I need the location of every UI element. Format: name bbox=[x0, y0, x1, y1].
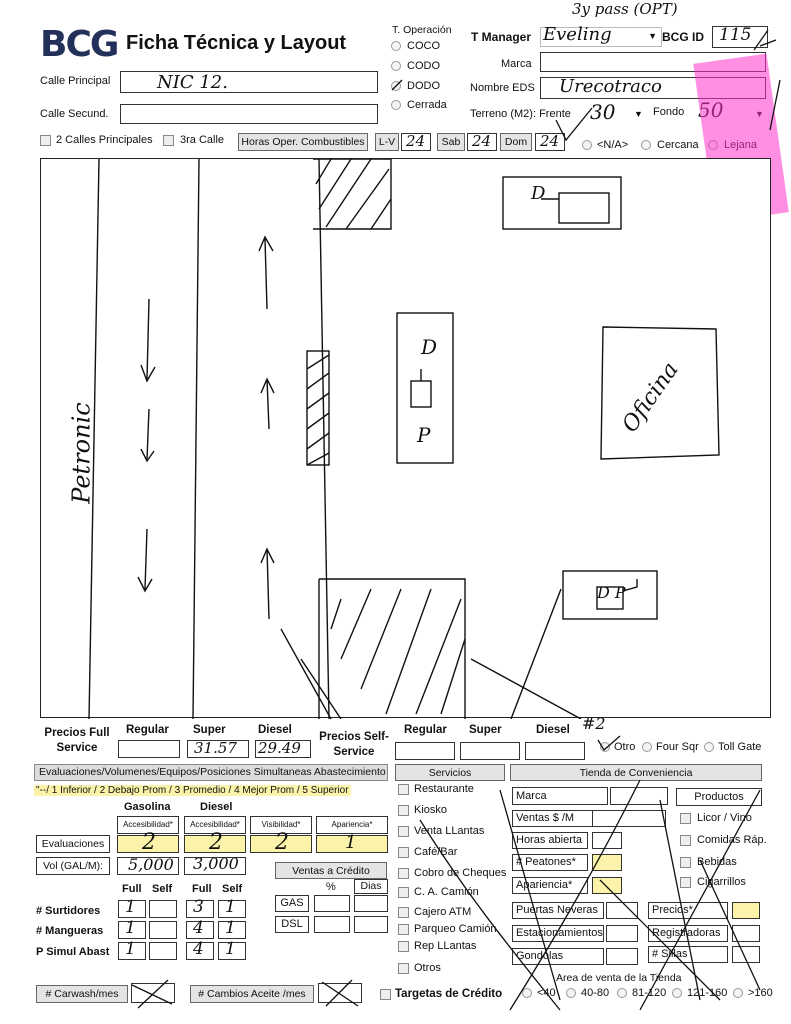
sab-label: Sab bbox=[437, 133, 465, 151]
sab-input[interactable] bbox=[467, 133, 497, 151]
lv-input[interactable] bbox=[401, 133, 431, 151]
area-radio-2[interactable] bbox=[566, 988, 576, 998]
tienda-field-5-input[interactable] bbox=[606, 902, 638, 919]
servicio-check-8[interactable] bbox=[398, 924, 409, 935]
dodo-label: DODO bbox=[407, 80, 440, 92]
self-service-label: Precios Self-Service bbox=[319, 731, 389, 758]
evaluaciones-band: Evaluaciones/Volumenes/Equipos/Posiciones Simultaneas Abastecimiento bbox=[34, 764, 388, 781]
dsl-pct-input[interactable] bbox=[314, 916, 350, 933]
tienda-field-7-input[interactable] bbox=[606, 948, 638, 965]
vol-diesel-value: 3,000 bbox=[193, 854, 239, 873]
area-radio-4[interactable] bbox=[672, 988, 682, 998]
operacion-label: T. Operación bbox=[392, 24, 452, 36]
producto-label-1: Licor / Vino bbox=[697, 812, 752, 824]
eval-value-4-text: 1 bbox=[345, 832, 357, 853]
t-manager-value: Eveling bbox=[543, 24, 612, 45]
tienda-field-2: Horas abierta bbox=[512, 832, 588, 849]
terreno-label: Terreno (M2): Frente bbox=[470, 108, 571, 120]
page-title: Ficha Técnica y Layout bbox=[126, 32, 347, 54]
nombre-eds-label: Nombre EDS bbox=[470, 82, 535, 94]
eval-value-1-text: 2 bbox=[142, 830, 156, 855]
calle-principal-label: Calle Principal bbox=[40, 75, 111, 87]
mangueras-full-gas[interactable] bbox=[118, 918, 146, 939]
servicio-check-7[interactable] bbox=[398, 907, 409, 918]
servicio-label-9: Rep LLantas bbox=[414, 940, 477, 952]
cercana-label: Cercana bbox=[657, 139, 699, 151]
cerrada-radio[interactable] bbox=[391, 100, 401, 110]
producto-check-3[interactable] bbox=[680, 857, 691, 868]
vol-diesel-input[interactable] bbox=[184, 854, 246, 875]
full-diesel-header: Diesel bbox=[258, 724, 292, 736]
simul-label: P Simul Abast bbox=[36, 946, 110, 958]
self-label-1: Self bbox=[152, 883, 173, 895]
full-label-2: Full bbox=[192, 883, 212, 895]
lv-value: 24 bbox=[406, 132, 426, 150]
full-regular-input[interactable] bbox=[118, 740, 180, 758]
full-super-value: 31.57 bbox=[194, 739, 237, 757]
evaluaciones-row-label: Evaluaciones bbox=[36, 835, 110, 853]
precios-tienda-label: Precios* bbox=[648, 902, 728, 919]
area-venta-label: Area de venta de la Tienda bbox=[556, 972, 682, 984]
dsl-dias-input[interactable] bbox=[354, 916, 388, 933]
servicio-label-7: Cajero ATM bbox=[414, 906, 472, 918]
servicio-label-3: Venta LLantas bbox=[414, 825, 485, 837]
servicio-check-10[interactable] bbox=[398, 963, 409, 974]
tienda-field-6: Estacionamientos bbox=[512, 925, 604, 942]
codo-radio[interactable] bbox=[391, 61, 401, 71]
box-label-d: D bbox=[531, 183, 546, 204]
surtidores-full-dsl[interactable] bbox=[186, 897, 214, 918]
otro-label: Otro bbox=[614, 741, 636, 753]
registradoras-label: Registradoras bbox=[648, 925, 728, 942]
third-street-checkbox[interactable] bbox=[163, 135, 174, 146]
area-option-3: 81-120 bbox=[632, 987, 667, 999]
servicio-label-1: Restaurante bbox=[414, 783, 474, 795]
full-service-label: Precios Full Service bbox=[44, 727, 110, 754]
dodo-radio[interactable] bbox=[391, 81, 401, 91]
full-regular-header: Regular bbox=[126, 724, 169, 736]
simul-full-gas-value: 1 bbox=[125, 939, 136, 959]
dsl-label-box: DSL bbox=[275, 916, 309, 933]
chevron-down-icon: ▼ bbox=[648, 31, 657, 41]
pumps-label-p: P bbox=[417, 423, 431, 447]
four-sqr-label: Four Sqr bbox=[656, 741, 699, 753]
tienda-field-5: Puertas Neveras bbox=[512, 902, 604, 919]
tienda-field-1: Ventas $ /M bbox=[512, 810, 596, 827]
tienda-marca-label: Marca bbox=[512, 787, 608, 805]
tarjetas-label: Targetas de Crédito bbox=[395, 988, 503, 1000]
vol-row-label: Vol (GAL/M): bbox=[36, 857, 110, 875]
cercana-radio[interactable] bbox=[641, 140, 651, 150]
area-radio-5[interactable] bbox=[733, 988, 743, 998]
eval-value-2-text: 2 bbox=[209, 830, 223, 855]
dom-label: Dom bbox=[500, 133, 532, 151]
area-option-1: <40 bbox=[537, 987, 556, 999]
mangueras-full-dsl[interactable] bbox=[186, 918, 214, 939]
t-manager-select[interactable] bbox=[540, 24, 662, 47]
servicio-check-1[interactable] bbox=[398, 784, 409, 795]
tienda-field-7: Gondolas bbox=[512, 948, 604, 965]
tienda-field-2-input[interactable] bbox=[592, 832, 622, 849]
na-label: <N/A> bbox=[597, 139, 629, 151]
surtidores-full-gas-value: 1 bbox=[125, 897, 136, 917]
tienda-marca-input[interactable] bbox=[610, 787, 668, 805]
top-note: 3y pass (OPT) bbox=[572, 0, 678, 18]
servicio-label-10: Otros bbox=[414, 962, 441, 974]
servicio-check-4[interactable] bbox=[398, 847, 409, 858]
gas-pct-input[interactable] bbox=[314, 895, 350, 912]
bcg-id-input[interactable] bbox=[712, 26, 768, 48]
frente-chevron-icon[interactable]: ▼ bbox=[634, 109, 643, 119]
surtidores-full-gas[interactable] bbox=[118, 897, 146, 918]
mangueras-full-dsl-value: 4 bbox=[193, 918, 204, 938]
self-super-input[interactable] bbox=[460, 742, 520, 760]
nombre-eds-value: Urecotraco bbox=[559, 76, 662, 97]
simul-self-dsl-value: 1 bbox=[225, 939, 236, 959]
ventas-credito-button[interactable]: Ventas a Crédito bbox=[275, 862, 387, 879]
horas-oper-button[interactable]: Horas Oper. Combustibles bbox=[238, 133, 368, 151]
area-option-4: 121-160 bbox=[687, 987, 728, 999]
self-diesel-input[interactable] bbox=[525, 742, 585, 760]
servicio-label-4: Café/Bar bbox=[414, 846, 458, 858]
street-label: Petronic bbox=[67, 402, 96, 504]
eval-value-3-text: 2 bbox=[275, 830, 289, 855]
simul-full-dsl[interactable] bbox=[186, 939, 214, 960]
na-radio[interactable] bbox=[582, 140, 592, 150]
producto-check-1[interactable] bbox=[680, 813, 691, 824]
two-streets-checkbox[interactable] bbox=[40, 135, 51, 146]
surtidores-self-dsl[interactable] bbox=[218, 897, 246, 918]
tienda-header: Tienda de Conveniencia bbox=[510, 764, 762, 781]
full-super-input[interactable] bbox=[187, 740, 249, 758]
full-super-header: Super bbox=[193, 724, 226, 736]
codo-label: CODO bbox=[407, 60, 440, 72]
producto-label-4: Cigarrillos bbox=[697, 876, 746, 888]
sillas-input[interactable] bbox=[732, 946, 760, 963]
carwash-input[interactable] bbox=[131, 983, 175, 1003]
simul-full-dsl-value: 4 bbox=[193, 939, 204, 959]
col-header-2: Accesibilidad* bbox=[184, 816, 246, 834]
dom-input[interactable] bbox=[535, 133, 565, 151]
bcg-logo: BCG bbox=[40, 24, 118, 65]
aceite-input[interactable] bbox=[318, 983, 362, 1003]
lv-label: L-V bbox=[375, 133, 399, 151]
self-diesel-header: Diesel bbox=[536, 724, 570, 736]
price-note: #2 bbox=[582, 714, 606, 733]
precios-tienda-input[interactable] bbox=[732, 902, 760, 919]
tienda-field-1-input[interactable] bbox=[592, 810, 666, 827]
surtidores-self-gas[interactable] bbox=[149, 900, 177, 918]
servicio-check-3[interactable] bbox=[398, 826, 409, 837]
frente-value: 30 bbox=[590, 100, 616, 124]
full-label-1: Full bbox=[122, 883, 142, 895]
coco-radio[interactable] bbox=[391, 41, 401, 51]
tienda-field-6-input[interactable] bbox=[606, 925, 638, 942]
area-option-5: >160 bbox=[748, 987, 773, 999]
tienda-field-3-input[interactable] bbox=[592, 854, 622, 871]
surtidores-full-dsl-value: 3 bbox=[193, 897, 204, 917]
fondo-label: Fondo bbox=[653, 106, 685, 118]
servicio-label-6: C. A. Camión bbox=[414, 886, 479, 898]
simul-full-gas[interactable] bbox=[118, 939, 146, 960]
self-label-2: Self bbox=[222, 883, 243, 895]
toll-gate-radio[interactable] bbox=[704, 742, 714, 752]
two-streets-label: 2 Calles Principales bbox=[56, 134, 153, 146]
area-radio-1[interactable] bbox=[522, 988, 532, 998]
aceite-label: # Cambios Aceite /mes bbox=[190, 985, 314, 1003]
eval-value-2[interactable] bbox=[184, 830, 246, 855]
vol-gasolina-input[interactable] bbox=[117, 857, 179, 875]
bcg-id-value: 115 bbox=[719, 25, 752, 45]
col-header-4: Apariencia* bbox=[316, 816, 388, 834]
productos-label: Productos bbox=[676, 788, 762, 806]
eval-value-1[interactable] bbox=[117, 830, 179, 855]
mangueras-full-gas-value: 1 bbox=[125, 918, 136, 938]
otro-radio[interactable] bbox=[600, 742, 610, 752]
mangueras-label: # Mangueras bbox=[36, 925, 104, 937]
layout-sketch bbox=[41, 159, 772, 719]
diesel-col-label: Diesel bbox=[200, 801, 233, 813]
servicio-check-2[interactable] bbox=[398, 805, 409, 816]
mangueras-self-dsl[interactable] bbox=[218, 918, 246, 939]
carwash-label: # Carwash/mes bbox=[36, 985, 128, 1003]
surtidores-self-dsl-value: 1 bbox=[225, 897, 236, 917]
col-header-3: Visibilidad* bbox=[250, 816, 312, 834]
producto-check-2[interactable] bbox=[680, 835, 691, 846]
surtidores-label: # Surtidores bbox=[36, 905, 101, 917]
servicio-label-8: Parqueo Camión bbox=[414, 923, 497, 935]
self-regular-header: Regular bbox=[404, 724, 447, 736]
rating-scale: "--/ 1 Inferior / 2 Debajo Prom / 3 Promedio / 4 Mejor Prom / 5 Superior bbox=[36, 785, 349, 796]
servicio-check-5[interactable] bbox=[398, 868, 409, 879]
gas-label-box: GAS bbox=[275, 895, 309, 912]
tienda-field-4-input[interactable] bbox=[592, 877, 622, 894]
four-sqr-radio[interactable] bbox=[642, 742, 652, 752]
office-label: Oficina bbox=[617, 357, 684, 438]
calle-principal-input[interactable] bbox=[120, 71, 378, 93]
coco-label: COCO bbox=[407, 40, 440, 52]
full-diesel-input[interactable] bbox=[255, 740, 311, 758]
mangueras-self-gas[interactable] bbox=[149, 921, 177, 939]
producto-label-3: Bebidas bbox=[697, 856, 737, 868]
servicio-label-2: Kiosko bbox=[414, 804, 448, 816]
servicios-header: Servicios bbox=[395, 764, 505, 781]
marca-label: Marca bbox=[501, 58, 532, 70]
producto-check-4[interactable] bbox=[680, 877, 691, 888]
tienda-field-3: # Peatones* bbox=[512, 854, 588, 871]
gas-dias-input[interactable] bbox=[354, 895, 388, 912]
servicio-check-9[interactable] bbox=[398, 941, 409, 952]
cerrada-label: Cerrada bbox=[407, 99, 447, 111]
servicio-label-5: Cobro de Cheques bbox=[414, 867, 507, 879]
self-regular-input[interactable] bbox=[395, 742, 455, 760]
servicio-check-6[interactable] bbox=[398, 887, 409, 898]
area-radio-3[interactable] bbox=[617, 988, 627, 998]
self-super-header: Super bbox=[469, 724, 502, 736]
calle-secund-input[interactable] bbox=[120, 104, 378, 124]
vol-gasolina-value: 5,000 bbox=[128, 855, 174, 874]
layout-canvas bbox=[40, 158, 771, 718]
tarjetas-checkbox[interactable] bbox=[380, 989, 391, 1000]
eval-value-4[interactable] bbox=[316, 832, 388, 853]
calle-principal-value: NIC 12. bbox=[157, 72, 228, 93]
full-diesel-value: 29.49 bbox=[258, 739, 301, 757]
t-manager-label: T Manager bbox=[471, 30, 532, 44]
producto-label-2: Comidas Ráp. bbox=[697, 834, 767, 846]
dom-value: 24 bbox=[540, 132, 560, 150]
toll-gate-label: Toll Gate bbox=[718, 741, 762, 753]
simul-self-gas[interactable] bbox=[149, 942, 177, 960]
third-street-label: 3ra Calle bbox=[180, 134, 225, 146]
simul-self-dsl[interactable] bbox=[218, 939, 246, 960]
tienda-field-4: Apariencia* bbox=[512, 877, 588, 894]
gasolina-label: Gasolina bbox=[124, 801, 171, 813]
box-label-dp: D P bbox=[597, 583, 626, 602]
bcg-id-label: BCG ID bbox=[662, 30, 704, 44]
eval-value-3[interactable] bbox=[250, 830, 312, 855]
sillas-label: # Sillas bbox=[648, 946, 728, 963]
credito-dias-header: Dias bbox=[354, 879, 388, 894]
registradoras-input[interactable] bbox=[732, 925, 760, 942]
mangueras-self-dsl-value: 1 bbox=[225, 918, 236, 938]
col-header-1: Accesibilidad* bbox=[117, 816, 179, 834]
sab-value: 24 bbox=[472, 132, 492, 150]
credito-pct-label: % bbox=[326, 881, 336, 893]
calle-secund-label: Calle Secund. bbox=[40, 108, 109, 120]
pumps-label-d: D bbox=[421, 335, 438, 359]
area-option-2: 40-80 bbox=[581, 987, 610, 999]
